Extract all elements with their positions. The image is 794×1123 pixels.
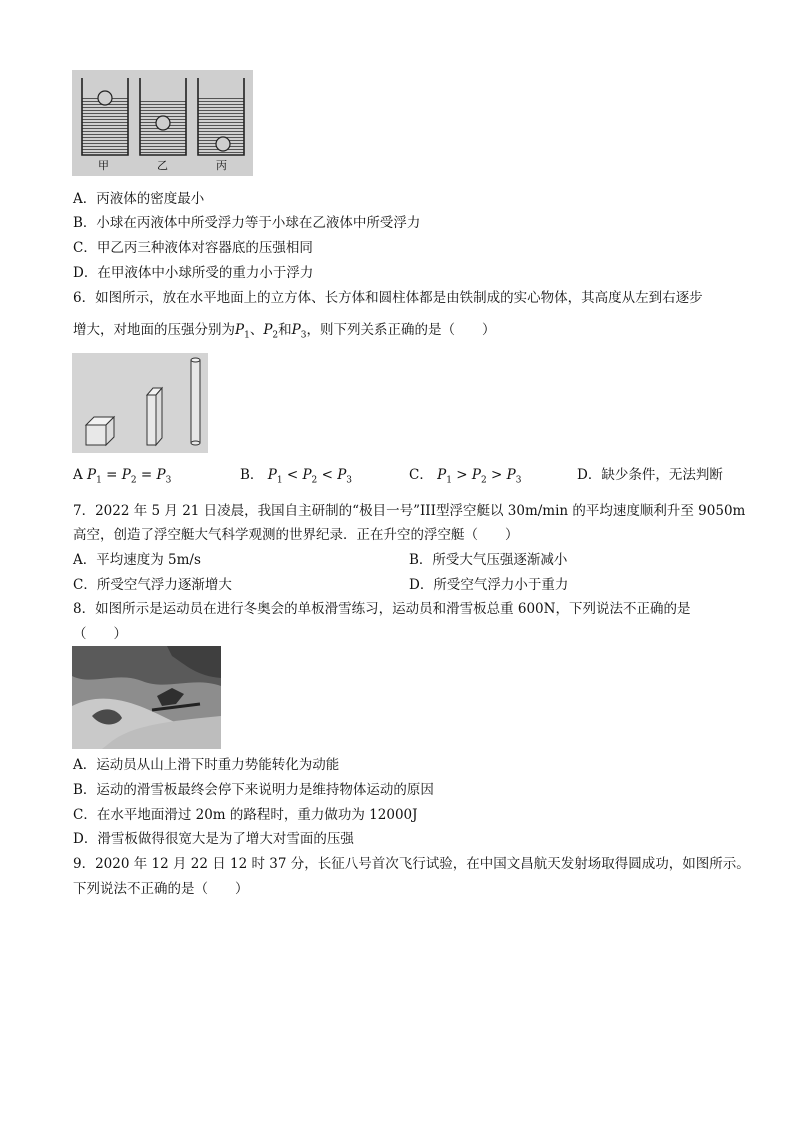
figure-snowboarder-photo [72,646,221,749]
label-bing: 丙 [216,159,227,172]
snowboard-illustration [72,646,221,749]
ball-bing [216,137,230,151]
q5-option-c: C．甲乙丙三种液体对容器底的压强相同 [73,240,313,256]
q9-stem-line2: 下列说法不正确的是（ ） [73,881,249,897]
q8-stem-line2: （ ） [73,626,127,642]
ball-yi [156,116,170,130]
q9-stem-line1: 9．2020 年 12 月 22 日 12 时 37 分，长征八号首次飞行试验，在中国文昌航天发射场取得圆成功，如图所示。 [73,856,750,872]
q6-option-d: D．缺少条件，无法判断 [577,467,723,483]
ball-jia [98,91,112,105]
q8-option-a: A．运动员从山上滑下时重力势能转化为动能 [73,757,340,773]
figure-solids [72,353,208,453]
q7-option-a: A．平均速度为 5m/s [73,552,201,568]
q6-stem-line1: 6．如图所示，放在水平地面上的立方体、长方体和圆柱体都是由铁制成的实心物体，其高度从左到右逐步 [73,290,703,306]
q7-stem-line1: 7．2022 年 5 月 21 日凌晨，我国自主研制的“极目一号”III型浮空艇以 30m/min 的平均速度顺利升至 9050m [73,503,746,519]
q6-option-b: B． $P_1 < P_2 < P_3$ [240,467,353,486]
solids-illustration [72,353,208,453]
label-yi: 乙 [157,159,168,172]
q7-stem-line2: 高空，创造了浮空艇大气科学观测的世界纪录．正在升空的浮空艇（ ） [73,527,519,543]
q8-option-c: C．在水平地面滑过 20m 的路程时，重力做功为 12000J [73,807,418,823]
q6-option-c: C． $P_1 > P_2 > P_3$ [409,467,522,486]
q7-option-d: D．所受空气浮力小于重力 [409,577,569,593]
q6-stem-line2: 增大，对地面的压强分别为$P_1$、$P_2$和$P_3$，则下列关系正确的是（ ） [73,322,496,341]
q8-stem-line1: 8．如图所示是运动员在进行冬奥会的单板滑雪练习，运动员和滑雪板总重 600N，下列说法不正确的是 [73,601,691,617]
q7-option-c: C．所受空气浮力逐渐增大 [73,577,232,593]
figure-liquid-containers [72,70,253,176]
label-jia: 甲 [98,159,109,172]
q7-option-b: B．所受大气压强逐渐减小 [409,552,568,568]
q8-option-b: B．运动的滑雪板最终会停下来说明力是维持物体运动的原因 [73,782,434,798]
q5-option-b: B．小球在丙液体中所受浮力等于小球在乙液体中所受浮力 [73,215,421,231]
q5-option-a: A．丙液体的密度最小 [73,191,205,207]
q8-option-d: D．滑雪板做得很宽大是为了增大对雪面的压强 [73,831,354,847]
q5-option-d: D．在甲液体中小球所受的重力小于浮力 [73,265,314,281]
q6-option-a: A $P_1 = P_2 = P_3$ [73,467,172,486]
